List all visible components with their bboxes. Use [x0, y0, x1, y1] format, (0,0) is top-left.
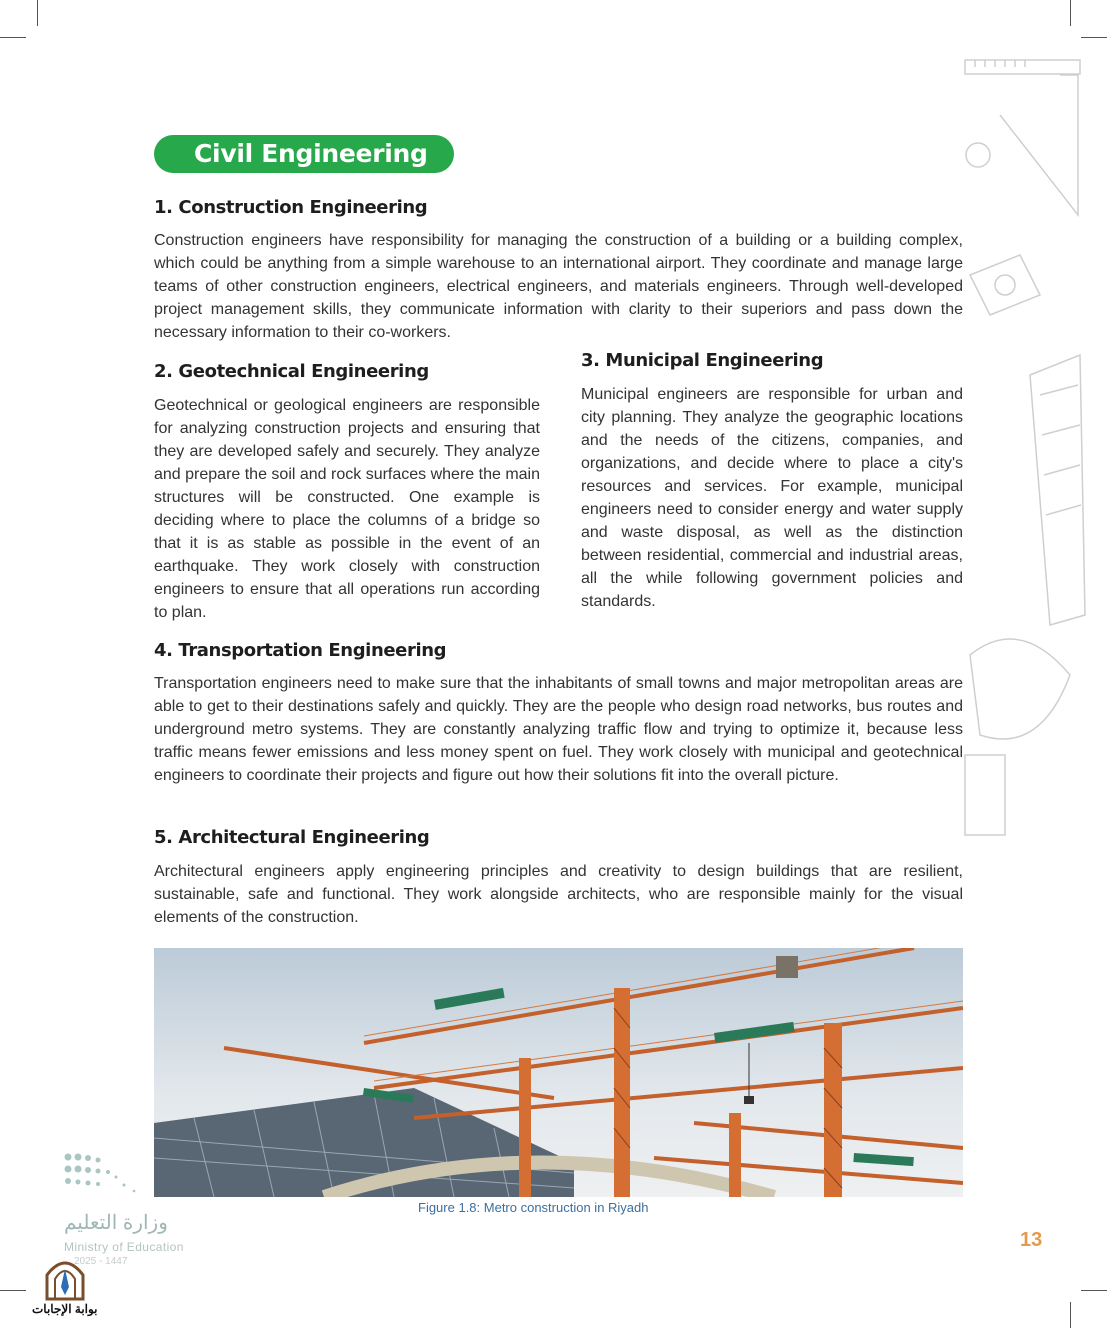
ministry-dots-logo	[64, 1153, 154, 1198]
crop-mark	[0, 1290, 26, 1291]
crop-mark	[0, 37, 26, 38]
ministry-years: 2025 - 1447	[74, 1256, 128, 1267]
ministry-english-name: Ministry of Education	[64, 1240, 184, 1254]
heading-construction: 1. Construction Engineering	[154, 197, 428, 218]
crop-mark	[1081, 1290, 1107, 1291]
heading-architectural: 5. Architectural Engineering	[154, 827, 430, 848]
heading-transportation: 4. Transportation Engineering	[154, 640, 447, 661]
para-geotechnical: Geotechnical or geological engineers are responsible for analyzing construction projects and ensuring that they are developed safely and securely. They analyze and prepare the soil and rock surfaces where the main structures will be constructed. One example is deciding where to place the columns of a bridge so that it is as stable as possible in the event of an earthquake. They work closely with construction engineers to ensure that all operations run according to plan.	[154, 397, 540, 621]
section-badge: Civil Engineering	[154, 135, 454, 173]
figure-caption: Figure 1.8: Metro construction in Riyadh	[418, 1200, 649, 1215]
crop-mark	[1081, 37, 1107, 38]
heading-geotechnical: 2. Geotechnical Engineering	[154, 361, 429, 382]
decorative-sketch	[960, 55, 1090, 855]
page-number: 13	[1020, 1229, 1043, 1251]
figure-photo	[154, 948, 963, 1197]
para-construction: Construction engineers have responsibility for managing the construction of a building or a building complex, which could be anything from a simple warehouse to an international airport. They coordinate and manage large teams of other construction engineers, electrical engineers, and materials engineers. Through well-developed project management skills, they communicate information with clarity to their superiors and pass down the necessary information to their co-workers.	[154, 232, 963, 341]
para-municipal: Municipal engineers are responsible for urban and city planning. They analyze the geographic locations and the needs of the citizens, companies, and organizations, and decide where to place a city's resources and services. For example, municipal engineers need to consider energy and water supply and waste disposal, as well as the distinction between residential, commercial and industrial areas, all the while following government policies and standards.	[581, 386, 963, 610]
crop-mark	[1070, 0, 1071, 26]
ministry-arabic-name: وزارة التعليم	[64, 1212, 168, 1234]
site-logo-icon	[44, 1255, 86, 1301]
crop-mark	[1070, 1302, 1071, 1328]
para-transportation: Transportation engineers need to make sure that the inhabitants of small towns and major metropolitan areas are able to get to their destinations safely and quickly. They are the people who design road networks, bus routes and underground metro systems. They are constantly analyzing traffic flow and trying to optimize it, because less traffic means fewer emissions and less money spent on fuel. They work closely with municipal and geotechnical engineers to coordinate their projects and figure out how their solutions fit into the overall picture.	[154, 675, 963, 784]
para-architectural: Architectural engineers apply engineering principles and creativity to design buildings that are resilient, sustainable, safe and functional. They work alongside architects, who are responsible mainly for the visual elements of the construction.	[154, 863, 963, 926]
heading-municipal: 3. Municipal Engineering	[581, 350, 824, 371]
site-label: بوابة الإجابات	[32, 1302, 98, 1316]
crop-mark	[37, 0, 38, 26]
